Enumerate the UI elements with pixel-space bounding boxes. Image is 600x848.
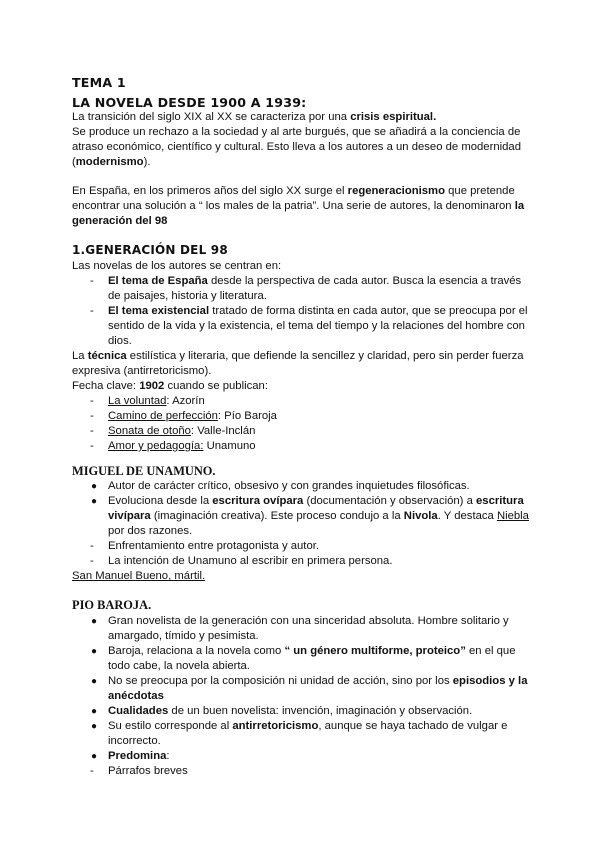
intro-line-2: Se produce un rechazo a la sociedad y al arte burgués, que se añadirá a la conciencia de xyxy=(72,126,521,138)
niebla-link: Niebla xyxy=(496,510,529,522)
section-heading-gen98: 1.GENERACIÓN DEL 98 xyxy=(72,243,228,257)
unamuno-bullet-1: Autor de carácter crítico, obsesivo y con grandes inquietudes filosóficas. xyxy=(108,480,470,492)
gen98-lead: Las novelas de los autores se centran en: xyxy=(72,260,282,272)
dash-marker: - xyxy=(90,555,94,567)
dash-marker: - xyxy=(90,540,94,552)
work-item: La voluntad: Azorín xyxy=(108,395,205,407)
bullet-marker: ● xyxy=(91,721,98,732)
baroja-bullet-5-line-1: Su estilo corresponde al antirretoricismo, aunque se haya tachado de vulgar e xyxy=(108,720,508,732)
baroja-dash-1: Párrafos breves xyxy=(108,765,188,777)
dash-marker: - xyxy=(90,765,94,777)
regen-line-2: encontrar una solución a “ los males de la patria”. Una serie de autores, la denominaron la xyxy=(72,200,525,212)
unamuno-bullet-2-line-1: Evoluciona desde la escritura ovípara (documentación y observación) a escritura xyxy=(108,495,524,507)
tecnica-line-2: expresiva (antirretoricismo). xyxy=(72,365,212,377)
bullet-marker: ● xyxy=(91,496,98,507)
baroja-bullet-2-line-2: todo cabe, la novela abierta. xyxy=(108,660,250,672)
unamuno-bullet-2-line-3: por dos razones. xyxy=(108,525,193,537)
bullet-marker: ● xyxy=(91,706,98,717)
section-heading-unamuno: MIGUEL DE UNAMUNO. xyxy=(72,464,216,478)
unamuno-work: San Manuel Bueno, mártil. xyxy=(72,570,206,582)
baroja-bullet-6: Predomina: xyxy=(108,750,170,762)
dash-marker: - xyxy=(90,440,94,452)
unamuno-dash-2: La intención de Unamuno al escribir en primera persona. xyxy=(108,555,393,567)
dash-marker: - xyxy=(90,425,94,437)
page-title: LA NOVELA DESDE 1900 A 1939: xyxy=(72,95,307,110)
regen-line-1: En España, en los primeros años del siglo XX surge el regeneracionismo que pretende xyxy=(72,185,515,197)
gen98-item-1-line-1: El tema de España desde la perspectiva de cada autor. Busca la esencia a través xyxy=(108,275,522,287)
work-item: Camino de perfección: Pío Baroja xyxy=(108,410,277,422)
dash-marker: - xyxy=(90,305,94,317)
baroja-bullet-3-line-1: No se preocupa por la composición ni unidad de acción, sino por los episodios y la xyxy=(108,675,528,687)
dash-marker: - xyxy=(90,275,94,287)
section-heading-baroja: PIO BAROJA. xyxy=(72,598,152,612)
baroja-bullet-1-line-1: Gran novelista de la generación con una sinceridad absoluta. Hombre solitario y xyxy=(108,615,509,627)
bullet-marker: ● xyxy=(91,676,98,687)
unamuno-bullet-2-line-2: vivípara (imaginación creativa). Este proceso condujo a la Nivola. Y destaca Niebla xyxy=(108,510,529,522)
gen98-item-2-line-2: sentido de la vida y la existencia, el tema del tiempo y la relaciones del hombre con xyxy=(108,320,525,332)
baroja-bullet-2-line-1: Baroja, relaciona a la novela como “ un género multiforme, proteico” en el que xyxy=(108,645,516,657)
tema-label: TEMA 1 xyxy=(72,75,126,90)
bullet-marker: ● xyxy=(91,751,98,762)
intro-line-3: atraso económico, científico y cultural. Esto lleva a los autores a un deseo de modernidad xyxy=(72,141,521,153)
fecha-clave: Fecha clave: 1902 cuando se publican: xyxy=(72,380,268,392)
work-item: Amor y pedagogía: Unamuno xyxy=(108,440,256,452)
bullet-marker: ● xyxy=(91,646,98,657)
baroja-bullet-5-line-2: incorrecto. xyxy=(108,735,161,747)
bullet-marker: ● xyxy=(91,481,98,492)
intro-line-4: (modernismo). xyxy=(72,156,151,168)
regen-line-3: generación del 98 xyxy=(72,215,168,227)
dash-marker: - xyxy=(90,410,94,422)
work-item: Sonata de otoño: Valle-Inclán xyxy=(108,425,256,437)
unamuno-dash-1: Enfrentamiento entre protagonista y autor. xyxy=(108,540,320,552)
intro-line-1: La transición del siglo XIX al XX se caracteriza por una crisis espiritual. xyxy=(72,111,437,123)
gen98-item-1-line-2: de paisajes, historia y literatura. xyxy=(108,290,267,302)
baroja-bullet-3-line-2: anécdotas xyxy=(108,690,164,702)
tecnica-line-1: La técnica estilística y literaria, que defiende la sencillez y claridad, pero sin perder fuerza xyxy=(72,350,524,362)
bullet-marker: ● xyxy=(91,616,98,627)
baroja-bullet-4: Cualidades de un buen novelista: invención, imaginación y observación. xyxy=(108,705,473,717)
dash-marker: - xyxy=(90,395,94,407)
gen98-item-2-line-1: El tema existencial tratado de forma distinta en cada autor, que se preocupa por el xyxy=(108,305,528,317)
gen98-item-2-line-3: dios. xyxy=(108,335,132,347)
baroja-bullet-1-line-2: amargado, tímido y pesimista. xyxy=(108,630,259,642)
